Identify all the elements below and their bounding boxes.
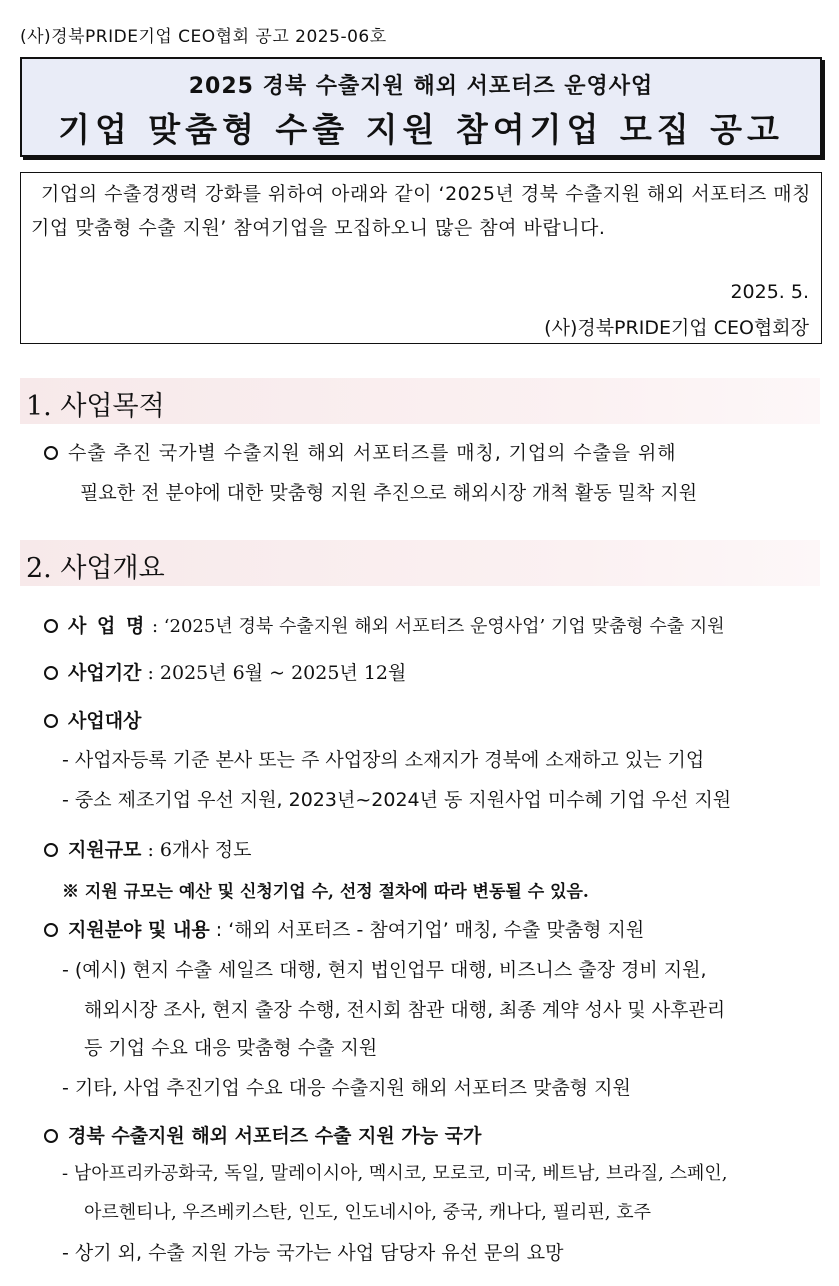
target-item-2: - 중소 제조기업 우선 지원, 2023년~2024년 동 지원사업 미수혜 기업 우선 지원 <box>62 789 732 811</box>
countries-item-2: - 상기 외, 수출 지원 가능 국가는 사업 담당자 유선 문의 요망 <box>62 1242 564 1264</box>
business-name-value: : ‘2025년 경북 수출지원 해외 서포터즈 운영사업’ 기업 맞춤형 수출 지원 <box>146 616 725 637</box>
purpose-bullet <box>44 438 677 468</box>
business-name-label: 사 업 명 <box>68 615 147 637</box>
circle-bullet-icon <box>44 1129 58 1143</box>
support-scale-note: ※ 지원 규모는 예산 및 신청기업 수, 선정 절차에 따라 변동될 수 있음. <box>62 882 589 902</box>
announcement-date: 2025. 5. <box>730 281 809 303</box>
purpose-line-1: 수출 추진 국가별 수출지원 해외 서포터즈를 매칭, 기업의 수출을 위해 <box>68 442 677 464</box>
purpose-line-2: 필요한 전 분야에 대한 맞춤형 지원 추진으로 해외시장 개척 활동 밀착 지원 <box>80 482 698 504</box>
business-period-item <box>44 658 406 685</box>
section-1-title: 1. 사업목적 <box>26 391 165 422</box>
title-line-2: 기업 맞춤형 수출 지원 참여기업 모집 공고 <box>58 110 784 149</box>
circle-bullet-icon <box>44 666 58 680</box>
announcer-signature: (사)경북PRIDE기업 CEO협회장 <box>544 317 809 339</box>
circle-bullet-icon <box>44 714 58 728</box>
field-item-1-line-2: 해외시장 조사, 현지 출장 수행, 전시회 참관 대행, 최종 계약 성사 및 사후관리 <box>84 999 726 1021</box>
field-item-1-line-1: - (예시) 현지 수출 세일즈 대행, 현지 법인업무 대행, 비즈니스 출장 경비 지원, <box>62 959 707 981</box>
title-box <box>20 57 822 157</box>
support-field-value: : ‘해외 서포터즈 - 참여기업’ 매칭, 수출 맞춤형 지원 <box>209 919 645 941</box>
section-1-heading <box>20 378 820 424</box>
section-2-title: 2. 사업개요 <box>26 553 165 584</box>
field-item-1-line-3: 등 기업 수요 대응 맞춤형 수출 지원 <box>84 1037 378 1059</box>
business-period-label: 사업기간 <box>68 662 142 684</box>
business-name-item <box>44 611 725 638</box>
circle-bullet-icon <box>44 446 58 460</box>
countries-line-2: 아르헨티나, 우즈베키스탄, 인도, 인도네시아, 중국, 캐나다, 필리핀, 호주 <box>84 1202 651 1223</box>
business-period-value: : 2025년 6월 ~ 2025년 12월 <box>141 662 407 684</box>
target-item-1: - 사업자등록 기준 본사 또는 주 사업장의 소재지가 경북에 소재하고 있는 기업 <box>62 749 705 771</box>
title-line-1: 2025 경북 수출지원 해외 서포터즈 운영사업 <box>188 74 654 99</box>
support-scale-value: : 6개사 정도 <box>141 839 252 861</box>
countries-label: 경북 수출지원 해외 서포터즈 수출 지원 가능 국가 <box>68 1125 482 1147</box>
support-field-label: 지원분야 및 내용 <box>68 919 210 941</box>
countries-line-1: - 남아프리카공화국, 독일, 말레이시아, 멕시코, 모로코, 미국, 베트남, 브라질, 스페인, <box>62 1163 728 1184</box>
circle-bullet-icon <box>44 619 58 633</box>
business-target-item <box>44 706 141 733</box>
support-scale-label: 지원규모 <box>68 839 142 861</box>
support-scale-item <box>44 835 251 862</box>
countries-item <box>44 1121 481 1148</box>
support-field-item <box>44 915 644 942</box>
notice-number: (사)경북PRIDE기업 CEO협회 공고 2025-06호 <box>20 27 387 47</box>
intro-text: 기업의 수출경쟁력 강화를 위하여 아래와 같이 ‘2025년 경북 수출지원 해외 서포터즈 매칭 기업 맞춤형 수출 지원’ 참여기업을 모집하오니 많은 참여 바랍니다. <box>31 183 811 239</box>
section-2-heading <box>20 540 820 586</box>
circle-bullet-icon <box>44 923 58 937</box>
circle-bullet-icon <box>44 843 58 857</box>
field-item-2: - 기타, 사업 추진기업 수요 대응 수출지원 해외 서포터즈 맞춤형 지원 <box>62 1077 631 1099</box>
business-target-label: 사업대상 <box>68 710 142 732</box>
intro-box <box>20 172 822 344</box>
